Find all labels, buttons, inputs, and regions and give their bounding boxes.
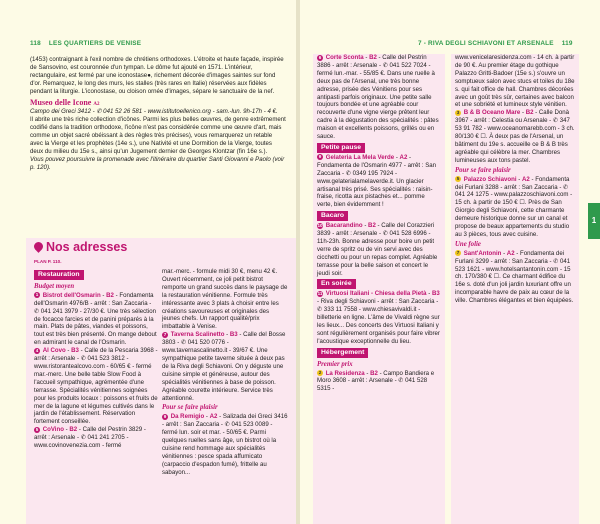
map-marker-badge: 2 [318,370,322,376]
entry-sant-antonin: 7 Sant'Antonin - A2 - Fondamenta dei Furlani 3299 - arrêt : San Zaccaria - ✆ 041 523 1621 - www.hotelsantantonin.com - 15 ch. 170/380 € ☐. Ce charmant édifice du 16e s. doté d'un joli jardin luxuriant offre un incomparable havre de paix au cœur de la ville. Chambres élégantes et bien équipées. [455,249,574,305]
right-col-1 [313,54,445,524]
box-plan-ref: PLAN P. 110. [34,259,62,264]
entry-da-remigio: 9 Da Remigio - A2 - Salizada dei Greci 3416 - arrêt : San Zaccaria - ✆ 041 523 0089 - fermé lun. soir et mar. - 50/65 €. Parmi quelques ruelles sans âge, un bistrot où la cuisine rend hommage aux spécialités vénitiennes : pesce spada affumicato (carpaccio d'espadon fumé), frittelle au sabayon... [162,413,288,476]
entry-scalinetto: 7 Taverna Scalinetto - B3 - Calle del Bosse 3803 - ✆ 041 520 0776 - www.tavernascalinetto.it - 39/67 €. Une sympathique petite taverne située à deux pas de la Riva degli Schiavoni. On y déguste une cuisine simple et généreuse, autour des spécialités vénitiennes à base de poisson. Agréable courette intérieure. Service très attentionné. [162,331,286,402]
map-marker-badge: 5 [456,176,460,182]
intro-text: (1453) contraignant à l'exil nombre de chrétiens orthodoxes. L'étroite et haute façade, inspirée de Sansovino, est couronnée d'un tympan. Le dôme fut ajouté en 1571. L'intérieur, rectangulaire, est fermé par une iconostase●, richement décorée d'images saintes sur fond d'or. Remarquez, le long des murs, les stalles (très rares en Italie) réservées aux fidèles pendant la liturgie. L'iconostase, ou cloison ornée d'images, sépare le sanctuaire de la nef. [30,56,284,95]
right-col-2 [451,54,579,524]
subsection-plaisir: Pour se faire plaisir [455,166,511,174]
map-marker-badge: 7 [163,331,167,337]
section-petite-pause: Petite pause [317,143,365,153]
entry-corte-sconta: 6 Corte Sconta - B2 - Calle del Pestrin 3886 - arrêt : Arsenale - ✆ 041 522 7024 - fermé lun.-mar. - 55/85 €. Dans une ruelle à deux pas de l'Arsenal, une très bonne adresse, prisée des Vénitiens pour ses antipasti parfois originaux. Une petite salle toujours bondée et une agréable cour recouverte d'une vigne vierge prêtent leur cadre à la dégustation des spécialités : pâtes maison et excellents poissons, grillés ou en sauce. [317,54,439,141]
right-running-head-label: 7 - RIVA DEGLI SCHIAVONI ET ARSENALE [418,40,554,47]
map-marker-badge: 11 [317,290,323,296]
box-title: Nos adresses [46,240,128,254]
entry-virtuosi: 11 Virtuosi Italiani - Chiesa della Pietà - B3 - Riva degli Schiavoni - arrêt : San Zaccaria - ✆ 333 11 7558 - www.chiesavivaldi.it - billetterie en ligne. L'âme de Vivaldi règne sur les lieux... Des concerts des Virtuosi Italiani y sont régulièrement organisés pour faire vibrer l'acoustique exceptionnelle du lieu. [317,290,440,345]
left-intro [30,56,286,172]
map-marker-badge: 9 [163,413,167,419]
left-running-head [30,40,141,47]
entry-al-covo: 4 Al Covo - B3 - Calle de la Pescaria 3968 - arrêt : Arsenale - ✆ 041 523 3812 - www.ristorantealcovo.com - 60/65 € - fermé mar.-merc. Une belle table Slow Food à l'accueil sympathique, agrémentée d'une terrasse. Spécialités vénitiennes soignées pour les produits locaux : poissons et fruits de mer de la lagune et légumes cultivés dans le jardin de l'établissement. Réservation fortement conseillée. [34,347,158,426]
section-en-soiree: En soirée [317,279,356,289]
entry-palazzo-schiavoni: 5 Palazzo Schiavoni - A2 - Fondamenta dei Furlani 3288 - arrêt : San Zaccaria - ✆ 041 24 1275 - www.palazzoschiavoni.com - 15 ch. à partir de 150 € ☐. Près de San Giorgio degli Schiavoni, cette charmante demeure historique donne sur un canal et propose de beaux appartements du studio au 3 pièces, tous avec cuisine. [455,175,573,238]
museo-title: Museo delle Icone A2 [30,97,100,107]
map-marker-badge: 9 [318,154,322,160]
location-pin-icon [32,240,45,253]
section-hebergement: Hébergement [317,348,368,358]
entry-la-residenza: 2 La Residenza - B2 - Campo Bandiera e Moro 3608 - arrêt : Arsenale - ✆ 041 528 5315 - [317,369,435,393]
museo-ref: A2 [93,101,100,107]
map-marker-badge: 5 [35,426,39,432]
covino-continued: mar.-merc. - formule midi 30 €, menu 42 €. Ouvert récemment, ce joli petit bistrot remporte un grand succès dans le paysage de la restauration vénitienne. Formule très intéressante avec 3 plats à choisir entre les créations savoureuses et originales des jeunes chefs. Un rapport qualité/prix imbattable à Venise. [162,268,288,331]
box-col-2 [162,268,288,477]
subsection-se-faire-plaisir: Pour se faire plaisir [162,404,218,412]
la-residenza-continued: www.venicelaresidenza.com - 14 ch. à partir de 90 €. Au premier étage du gothique Palazzo Gritti-Badoer (15e s.) s'ouvre un somptueux salon avec stucs et toiles du 18e s. qui fait office de hall. Chambres décorées avec un goût très sûr, certaines avec balcon et une sobriété et lumineux style vénitien. [455,54,575,109]
section-bacaro: Bacaro [317,211,348,221]
entry-covino: 5 CoVino - B2 - Calle del Pestrin 3829 - arrêt : Arsenale - ✆ 041 241 2705 - www.covinovenezia.com - fermé [34,426,146,450]
section-restauration: Restauration [34,270,84,280]
subsection-premier-prix: Premier prix [317,360,353,368]
right-page-number: 119 [561,40,573,47]
museo-more: Vous pouvez poursuivre la promenade avec l'itinéraire du quartier Santi Giovanni e Paolo (voir p. 120). [30,155,285,171]
left-page-number: 118 [30,40,41,47]
map-marker-badge: 1 [35,292,39,298]
chapter-tab: 1 [588,203,600,239]
entry-bistrot: 1 Bistrot dell'Osmarin - B2 - Fondamenta dell'Osmarin 4976/B - arrêt : San Zaccaria - ✆ 041 241 3979 - 27/30 €. Une très sélection de focacce farcies et de panini préparés à la main. Plats de pâtes, viandes et poissons, tout est très bien présenté. On mange debout en admirant le canal de l'Osmarin. [34,291,157,347]
nos-adresses-box [26,238,296,524]
subsection-une-folie: Une folie [455,240,481,248]
map-marker-badge: 6 [318,54,322,60]
entry-bacarandino: 10 Bacarandino - B2 - Calle del Corazzieri 3839 - arrêt : Arsenale - ✆ 041 528 6996 - 11h-23h. Bonne adresse pour boire un petit verre de spritz ou de vin servi avec des cicchetti ou pour un repas complet. Agréable terrasse pour la belle saison et concert le jeudi soir. [317,222,438,277]
map-marker-badge: 7 [456,250,460,256]
right-page [300,0,600,524]
museo-desc: Il abrite une très riche collection d'icônes. Parmi les plus belles œuvres, de genre extrêmement codifié dans la tradition orthodoxe, l'icône n'est pas considérée comme une œuvre d'art, mais comme un objet sacré obéissant à des règles très précises), vous remarquerez un retable avec la Vierge et les prophètes (14e s.), une Nativité et une Dormition de la Vierge, toutes deux du milieu du 15e s., ainsi qu'un Jugement dernier de Georges Klontzar (fin 16e s.). [30,116,286,155]
map-marker-badge: 4 [35,347,39,353]
map-marker-badge: 3 [456,109,460,115]
museo-details: Campo dei Greci 3412 - ✆ 041 52 26 581 - www.istitutoellenico.org - sam.-lun. 9h-17h - 4 €. [30,108,278,116]
subsection-budget-moyen: Budget moyen [34,282,75,290]
entry-oceano-mare: 3 B & B Oceano Mare - B2 - Calle Donà 3967 - arrêt : Celestia ou Arsenale - ✆ 347 53 91 782 - www.oceanomarebb.com - 3 ch. 80/130 € ☐. À deux pas de l'Arsenal, un bâtiment du 19e s. accueille ce B & B très agréable qui célèbre la mer. Chambres lumineuses aux tons pastel. [455,109,575,164]
right-running-head [418,40,573,47]
left-running-head-label: LES QUARTIERS DE VENISE [48,40,142,47]
entry-gelateria: 9 Gelateria La Mela Verde - A2 - Fondamenta de l'Osmarin 4977 - arrêt : San Zaccaria - ✆ 0349 195 7924 - www.gelaterialamelaverde.it. Un glacier artisanal très prisé. Ses spécialités : raisin-fraise, ricotta aux pistaches et... pomme verte, bien évidemment ! [317,153,437,209]
map-marker-badge: 10 [317,222,323,228]
box-title-bar [26,238,152,256]
box-col-1 [34,268,158,450]
